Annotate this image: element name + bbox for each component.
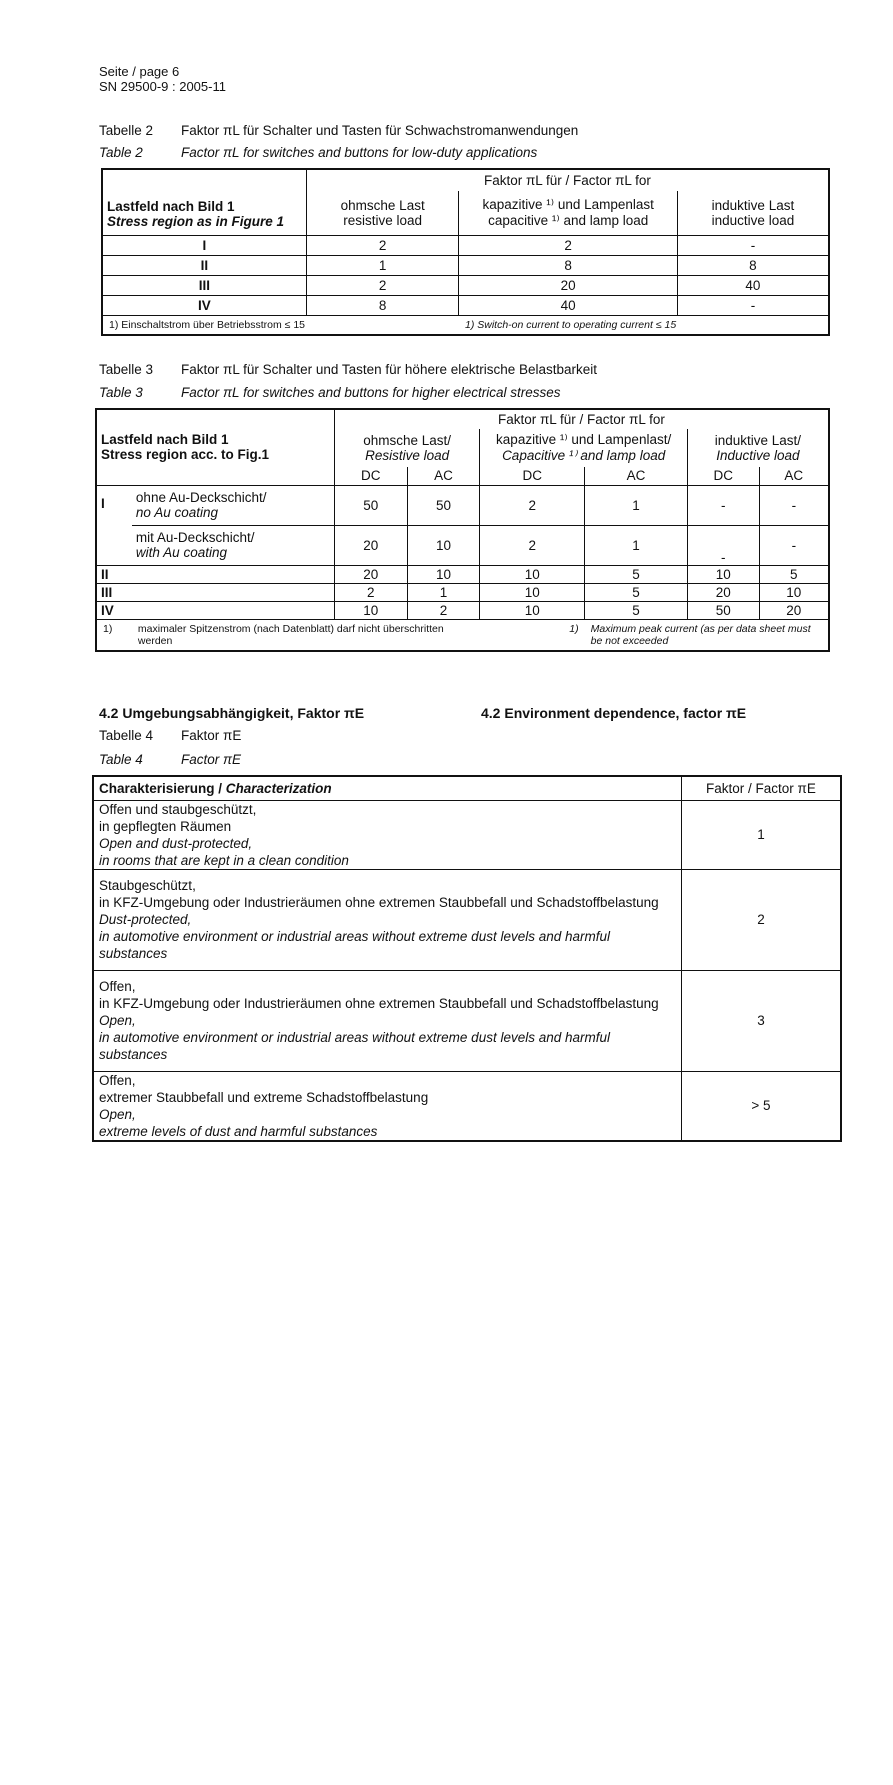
table4-caption-en: Table 4 Factor πE — [99, 752, 242, 767]
table2-caption-de: Tabelle 2 Faktor πL für Schalter und Tasten für Schwachstromanwendungen — [99, 123, 579, 138]
table2 — [101, 168, 830, 336]
table2-footnote: 1) Einschaltstrom über Betriebsstrom ≤ 15 1) Switch-on current to operating current ≤ 15 — [102, 315, 829, 335]
page-header — [99, 64, 226, 94]
table-row: III 2 1 10 5 20 10 — [96, 583, 829, 601]
table3-head-region: Lastfeld nach Bild 1 Stress region acc. to Fig.1 — [96, 409, 334, 485]
table3-caption-de: Tabelle 3 Faktor πL für Schalter und Tasten für höhere elektrische Belastbarkeit — [99, 362, 598, 377]
table-row: Offen, in KFZ-Umgebung oder Industrieräumen ohne extremen Staubbefall und Schadstoffbelastung Open, in automotive environment or industrial areas without extreme dust levels and harmful substances 3 — [93, 970, 841, 1071]
table2-col-capacitive: kapazitive ¹⁾ und Lampenlast capacitive ¹⁾ and lamp load — [459, 191, 677, 235]
table4-head-factor: Faktor / Factor πE — [681, 776, 841, 800]
document-id: SN 29500-9 : 2005-11 — [99, 79, 226, 94]
table2-factor-head: Faktor πL für / Factor πL for — [306, 169, 829, 191]
table4 — [92, 775, 842, 1142]
table2-head-region: Lastfeld nach Bild 1 Stress region as in Figure 1 — [102, 169, 306, 235]
table4-caption-de: Tabelle 4 Faktor πE — [99, 728, 242, 743]
section-heading-en: 4.2 Environment dependence, factor πE — [481, 705, 747, 721]
section-heading-de: 4.2 Umgebungsabhängigkeit, Faktor πE — [99, 705, 365, 721]
table-row: I 2 2 - — [102, 235, 829, 255]
table2-col-inductive: induktive Last inductive load — [677, 191, 829, 235]
table-row: mit Au-Deckschicht/ with Au coating 20 10 2 1 - - — [96, 525, 829, 565]
table-row: II 1 8 8 — [102, 255, 829, 275]
table3-col-inductive: induktive Last/ Inductive load — [687, 429, 829, 467]
table3-caption-en: Table 3 Factor πL for switches and buttons for higher electrical stresses — [99, 385, 561, 400]
table-row: III 2 20 40 — [102, 275, 829, 295]
table-row: Offen und staubgeschützt, in gepflegten Räumen Open and dust-protected, in rooms that are kept in a clean condition 1 — [93, 800, 841, 869]
table3: Lastfeld nach Bild 1 Stress region acc. to Fig.1 Faktor πL für / Factor πL for ohmsche Last/ Resistive load kapazitive ¹⁾ und Lampenlast/ Capacitive ¹⁾ and lamp load induktive Last/ Inductive load DC AC DC AC DC AC I ohne Au-Deckschicht/ no Au coating 50 50 2 1 - - mit Au-Deckschicht/ with Au coating 20 10 2 1 - - II 20 10 10 5 10 5 III 2 1 10 5 20 10 IV 10 2 10 5 50 20 1) maximaler Spitzenstrom (nach Datenblatt) darf nicht überschritten werden 1) Maximum peak current (as per data sheet must be not exceeded — [95, 408, 830, 652]
table-row: Staubgeschützt, in KFZ-Umgebung oder Industrieräumen ohne extremen Staubbefall und Schadstoffbelastung Dust-protected, in automotive environment or industrial areas without extreme dust levels and harmful substances 2 — [93, 869, 841, 970]
table-row: IV 8 40 - — [102, 295, 829, 315]
table3-col-capacitive: kapazitive ¹⁾ und Lampenlast/ Capacitive ¹⁾ and lamp load — [480, 429, 687, 467]
table3-factor-head: Faktor πL für / Factor πL for — [334, 409, 829, 429]
table4-head-characterization: Charakterisierung / Characterization — [93, 776, 681, 800]
table2-col-resistive: ohmsche Last resistive load — [306, 191, 459, 235]
page-number: Seite / page 6 — [99, 64, 180, 79]
table-row: Offen, extremer Staubbefall und extreme Schadstoffbelastung Open, extreme levels of dust and harmful substances > 5 — [93, 1071, 841, 1141]
table2-caption-en: Table 2 Factor πL for switches and buttons for low-duty applications — [99, 145, 538, 160]
table3-col-resistive: ohmsche Last/ Resistive load — [334, 429, 480, 467]
table-row: I ohne Au-Deckschicht/ no Au coating 50 50 2 1 - - — [96, 485, 829, 525]
table3-footnote: 1) maximaler Spitzenstrom (nach Datenblatt) darf nicht überschritten werden 1) Maximum peak current (as per data sheet must be not exceeded — [96, 619, 829, 651]
table-row: II 20 10 10 5 10 5 — [96, 565, 829, 583]
table-row: IV 10 2 10 5 50 20 — [96, 601, 829, 619]
